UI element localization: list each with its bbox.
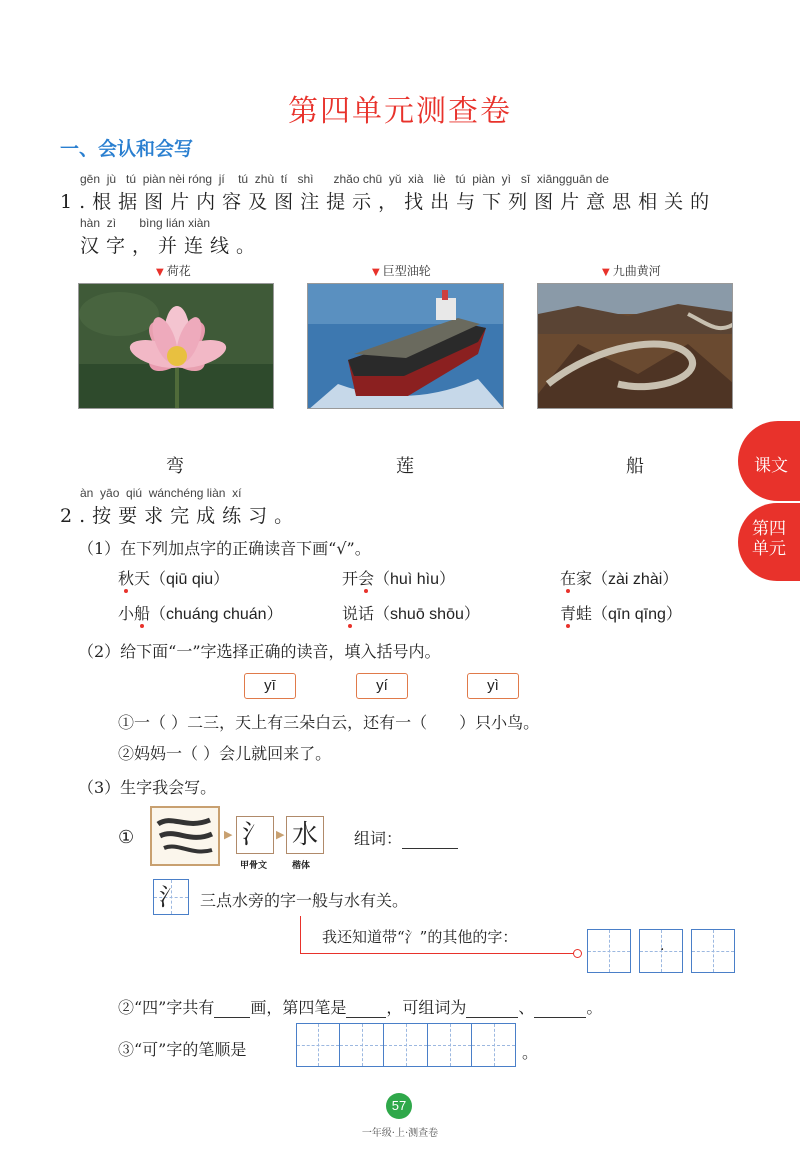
tanker-image <box>307 283 504 409</box>
radical-box: 氵 <box>153 879 189 915</box>
regular-glyph-box: 水 <box>286 816 324 854</box>
writing-grid[interactable] <box>384 1023 428 1067</box>
caption-river: ▼ 九曲黄河 <box>602 264 661 278</box>
pinyin-item: 青蛙（qīn qīng） <box>560 604 682 623</box>
oracle-glyph-box: 氵 <box>236 816 274 854</box>
part-3-prompt: （3）生字我会写。 <box>78 778 217 797</box>
pinyin-item: 小船（chuáng chuán） <box>118 604 283 623</box>
arrow-right-icon: ▶ <box>224 828 233 841</box>
caption-lotus: ▼ 荷花 <box>156 264 191 278</box>
caption-tanker: ▼ 巨型油轮 <box>372 264 431 278</box>
pinyin-line: gēn jù tú piàn nèi róng jí tú zhù tí shì zhǎo chū yǔ xià liè tú piàn yì sī xiāngguān de <box>80 172 609 186</box>
arrow-right-icon: ▶ <box>276 828 285 841</box>
question-1-text-cont: 汉字，并连线。 <box>80 235 263 257</box>
oracle-label: 甲骨文 <box>240 861 268 871</box>
reading-option: yī <box>244 673 296 699</box>
word-boat: 船 <box>626 456 644 477</box>
writing-grid[interactable] <box>340 1023 384 1067</box>
know-more-text: 我还知道带“氵”的其他的字： <box>322 928 518 946</box>
word-lotus: 莲 <box>396 456 414 477</box>
connector-dot <box>573 949 582 958</box>
reading-option: yì <box>467 673 519 699</box>
connector-line <box>300 916 301 954</box>
word-bend: 弯 <box>166 456 184 477</box>
pinyin-item: 开会（huì hìu） <box>342 569 455 588</box>
lotus-image <box>78 283 274 409</box>
section-heading: 一、会认和会写 <box>60 139 194 160</box>
footer-text: 一年级·上·测查卷 <box>361 1128 439 1139</box>
writing-grid[interactable]: · <box>639 929 683 973</box>
pinyin-item: 秋天（qiū qiu） <box>118 569 230 588</box>
question-2-text: 2.按要求完成练习。 <box>60 505 301 527</box>
part-2-prompt: （2）给下面“一”字选择正确的读音，填入括号内。 <box>78 642 441 661</box>
stroke-order-prompt: ③“可”字的笔顺是 <box>118 1040 247 1059</box>
writing-grid[interactable] <box>691 929 735 973</box>
item-number: ① <box>118 827 135 848</box>
question-1-text: 1.根据图片内容及图注提示，找出与下列图片意思相关的 <box>60 191 717 213</box>
stroke-order-grid <box>296 1023 516 1067</box>
writing-grid[interactable] <box>296 1023 340 1067</box>
pinyin-item: 在家（zài zhài） <box>560 569 679 588</box>
word-form-label: 组词： <box>354 826 458 849</box>
connector-line <box>300 953 576 954</box>
side-tab-unit[interactable]: 第四 单元 <box>738 503 800 581</box>
water-ancient-image <box>150 806 220 866</box>
sentence-1: ①一（ ）二三，天上有三朵白云，还有一（ ）只小鸟。 <box>118 713 540 732</box>
pinyin-item: 说话（shuō shōu） <box>342 604 480 623</box>
reading-option: yí <box>356 673 408 699</box>
yellow-river-image <box>537 283 733 409</box>
writing-grid[interactable] <box>428 1023 472 1067</box>
page-title: 第四单元测查卷 <box>288 94 512 129</box>
writing-grid[interactable] <box>587 929 631 973</box>
page-number: 57 <box>386 1093 412 1119</box>
regular-label: 楷体 <box>292 861 311 871</box>
question-strokes: ②“四”字共有 画，第四笔是 ，可组词为 、 。 <box>118 998 603 1017</box>
pinyin-line: àn yāo qiú wánchéng liàn xí <box>80 486 242 500</box>
writing-grid[interactable] <box>472 1023 516 1067</box>
radical-note: 三点水旁的字一般与水有关。 <box>200 891 409 910</box>
part-1-prompt: （1）在下列加点字的正确读音下画“√”。 <box>78 539 371 558</box>
period: 。 <box>522 1043 539 1062</box>
sentence-2: ②妈妈一（ ）会儿就回来了。 <box>118 744 332 763</box>
pinyin-line: hàn zì bìng lián xiàn <box>80 216 211 230</box>
side-tab-text[interactable]: 课文 <box>738 421 800 501</box>
